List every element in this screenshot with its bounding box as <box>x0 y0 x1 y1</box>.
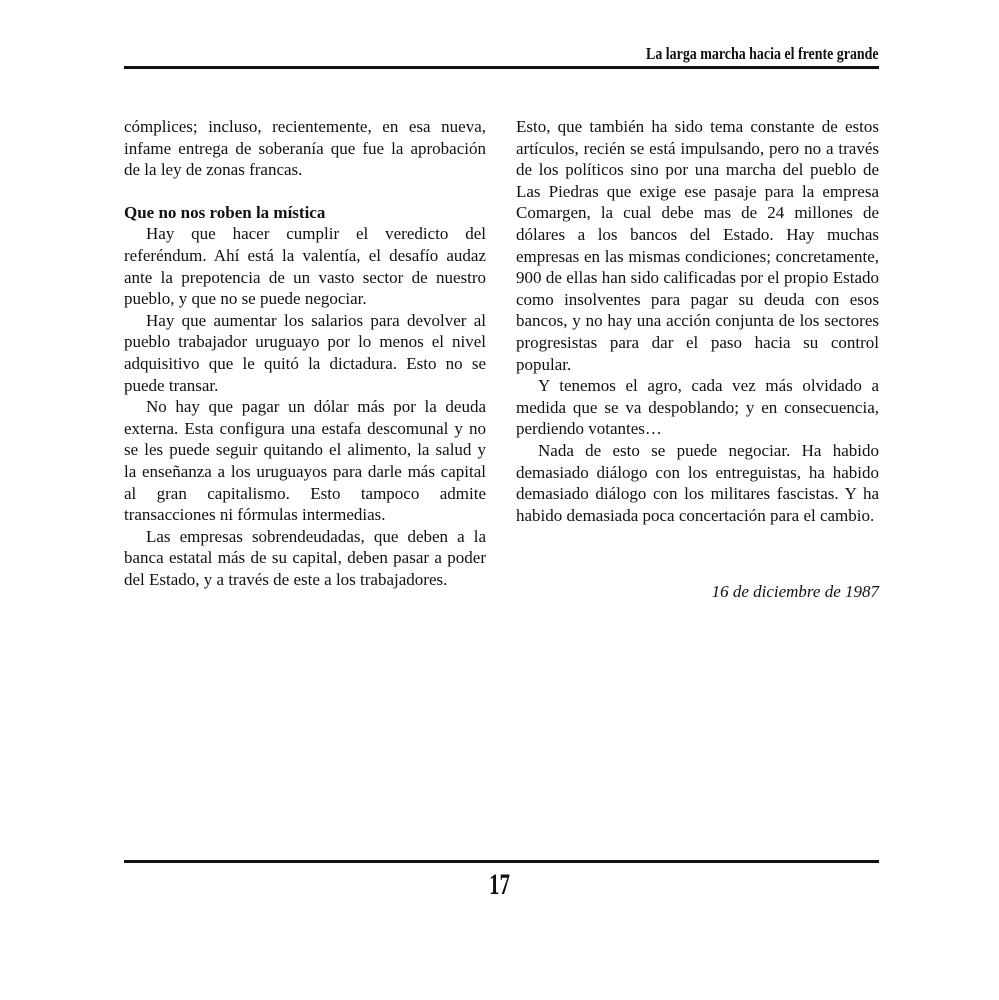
page-number: 17 <box>489 868 510 901</box>
paragraph: Hay que aumentar los salarios para devolver al pueblo trabajador uruguayo por lo menos el nivel adquisitivo que le quitó la dictadura. Esto no se puede transar. <box>124 310 486 395</box>
footer-rule <box>124 860 879 863</box>
section-heading: Que no nos roben la mística <box>124 202 326 222</box>
paragraph: cómplices; incluso, recientemente, en esa nueva, infame entrega de soberanía que fue la aprobación de la ley de zonas francas. <box>124 117 486 180</box>
paragraph: Esto, que también ha sido tema constante de estos artículos, recién se está impulsando, pero no a través de los políticos sino por una marcha del pueblo de Las Piedras que exige ese pasaje para la empresa Comargen, la cual debe mas de 24 millones de dólares a los bancos del Estado. Hay muchas empresas en las mismas condiciones; concretamente, 900 de ellas han sido calificadas por el propio Estado como insolventes para pagar su deuda con esos bancos, y no hay una acción conjunta de los sectores progresistas para dar el paso hacia su control popular. <box>516 117 879 374</box>
paragraph: Hay que hacer cumplir el veredicto del referéndum. Ahí está la valentía, el desafío audaz ante la prepotencia de un vasto sector de nuestro pueblo, y que no se puede negociar. <box>124 224 486 309</box>
right-column <box>516 116 879 526</box>
dateline: 16 de diciembre de 1987 <box>711 582 879 601</box>
running-title: La larga marcha hacia el frente grande <box>646 44 879 63</box>
paragraph: Las empresas sobrendeudadas, que deben a la banca estatal más de su capital, deben pasar a poder del Estado, y a través de este a los trabajadores. <box>124 526 486 589</box>
paragraph: No hay que pagar un dólar más por la deuda externa. Esta configura una estafa descomunal y no se les puede seguir quitando el alimento, la salud y la enseñanza a los uruguayos para darle más capital al gran capitalismo. Esto tampoco admite transacciones ni fórmulas intermedias. <box>124 397 486 525</box>
paragraph: Y tenemos el agro, cada vez más olvidado a medida que se va despoblando; y en consecuencia, perdiendo votantes… <box>516 376 879 439</box>
header-rule <box>124 66 879 69</box>
left-column <box>124 116 486 590</box>
paragraph: Nada de esto se puede negociar. Ha habido demasiado diálogo con los entreguistas, ha habido demasiado diálogo con los militares fascistas. Y ha habido demasiada poca concertación para el cambio. <box>516 440 879 525</box>
